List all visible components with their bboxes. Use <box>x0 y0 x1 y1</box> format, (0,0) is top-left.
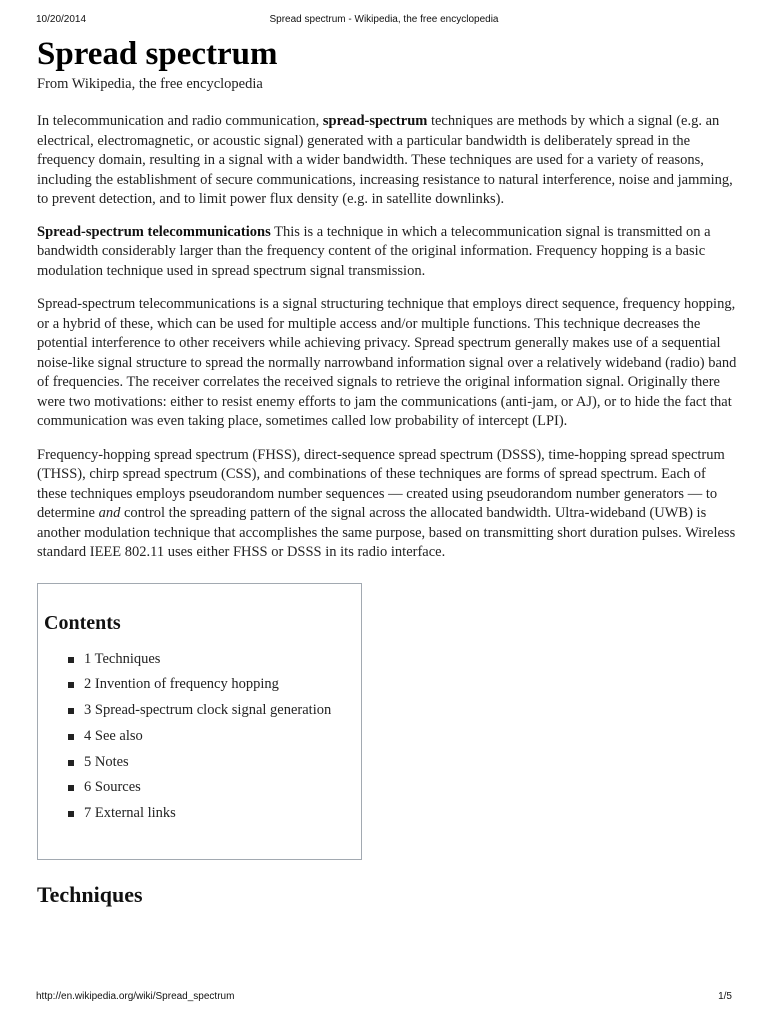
print-footer <box>36 991 732 1005</box>
section-heading-techniques: Techniques <box>37 881 143 907</box>
text: This is a technique in which a telecommunication signal is transmitted on a bandwidth considerably larger than the frequency content of the original information. Frequency hopping is a basic modulation technique used in spread spectrum signal transmission. <box>37 223 711 279</box>
toc-title: Contents <box>44 611 121 634</box>
page-title: Spread spectrum <box>37 36 278 72</box>
article-content <box>37 34 737 909</box>
toc-item-see-also[interactable]: 4 See also <box>68 727 361 745</box>
paragraph-intro <box>37 112 737 210</box>
toc-item-clock-signal[interactable]: 3 Spread-spectrum clock signal generation <box>68 701 361 719</box>
site-subtitle: From Wikipedia, the free encyclopedia <box>37 76 263 92</box>
print-page-title: Spread spectrum - Wikipedia, the free encyclopedia <box>269 14 499 25</box>
page-number: 1/5 <box>718 991 732 1002</box>
toc-item-notes[interactable]: 5 Notes <box>68 753 361 771</box>
emphasis: and <box>98 505 121 521</box>
toc-item-external-links[interactable]: 7 External links <box>68 804 361 822</box>
print-header <box>36 14 732 28</box>
print-url: http://en.wikipedia.org/wiki/Spread_spectrum <box>36 991 235 1002</box>
paragraph-telecom <box>37 223 737 282</box>
term-bold: Spread-spectrum telecommunications <box>37 223 271 240</box>
toc-item-invention[interactable]: 2 Invention of frequency hopping <box>68 675 361 693</box>
text: Frequency-hopping spread spectrum (FHSS), direct-sequence spread spectrum (DSSS), time-hopping spread spectrum (THSS), chirp spread spectrum (CSS), and combinations of these techniques are forms of spread spectrum. Each of these techniques employs pseudorandom number sequences — created using pseudorandom number generators — to determine <box>37 446 725 521</box>
term-bold: spread-spectrum <box>322 113 428 129</box>
text: techniques are methods by which a signal (e.g. an electrical, electromagnetic, or acoustic signal) generated with a particular bandwidth is deliberately spread in the frequency domain, resulting in a signal with a wider bandwidth. These techniques are used for a variety of reasons, including the establishment of secure communications, increasing resistance to natural interference, noise and jamming, to prevent detection, and to limit power flux density (e.g. in satellite downlinks). <box>37 113 733 207</box>
paragraph-structuring: Spread-spectrum telecommunications is a signal structuring technique that employs direct sequence, frequency hopping, or a hybrid of these, which can be used for multiple access and/or multiple functions. This technique decreases the potential interference to other receivers while achieving privacy. Spread spectrum generally makes use of a sequential noise-like signal structure to spread the normally narrowband information signal over a relatively wideband (radio) band of frequencies. The receiver correlates the received signals to retrieve the original information signal. Originally there were two motivations: either to resist enemy efforts to jam the communications (anti-jam, or AJ), or to hide the fact that communication was even taking place, sometimes called low probability of intercept (LPI). <box>37 296 737 429</box>
toc-item-sources[interactable]: 6 Sources <box>68 778 361 796</box>
text: In telecommunication and radio communication, <box>37 113 323 129</box>
paragraph-variants <box>37 446 737 563</box>
text: control the spreading pattern of the signal across the allocated bandwidth. Ultra-wideband (UWB) is another modulation technique that accomplishes the same purpose, based on transmitting short duration pulses. Wireless standard IEEE 802.11 uses either FHSS or DSSS in its radio interface. <box>37 505 736 560</box>
toc-item-techniques[interactable]: 1 Techniques <box>68 650 361 668</box>
table-of-contents <box>37 583 362 860</box>
print-date: 10/20/2014 <box>36 14 87 25</box>
toc-list <box>44 650 361 823</box>
